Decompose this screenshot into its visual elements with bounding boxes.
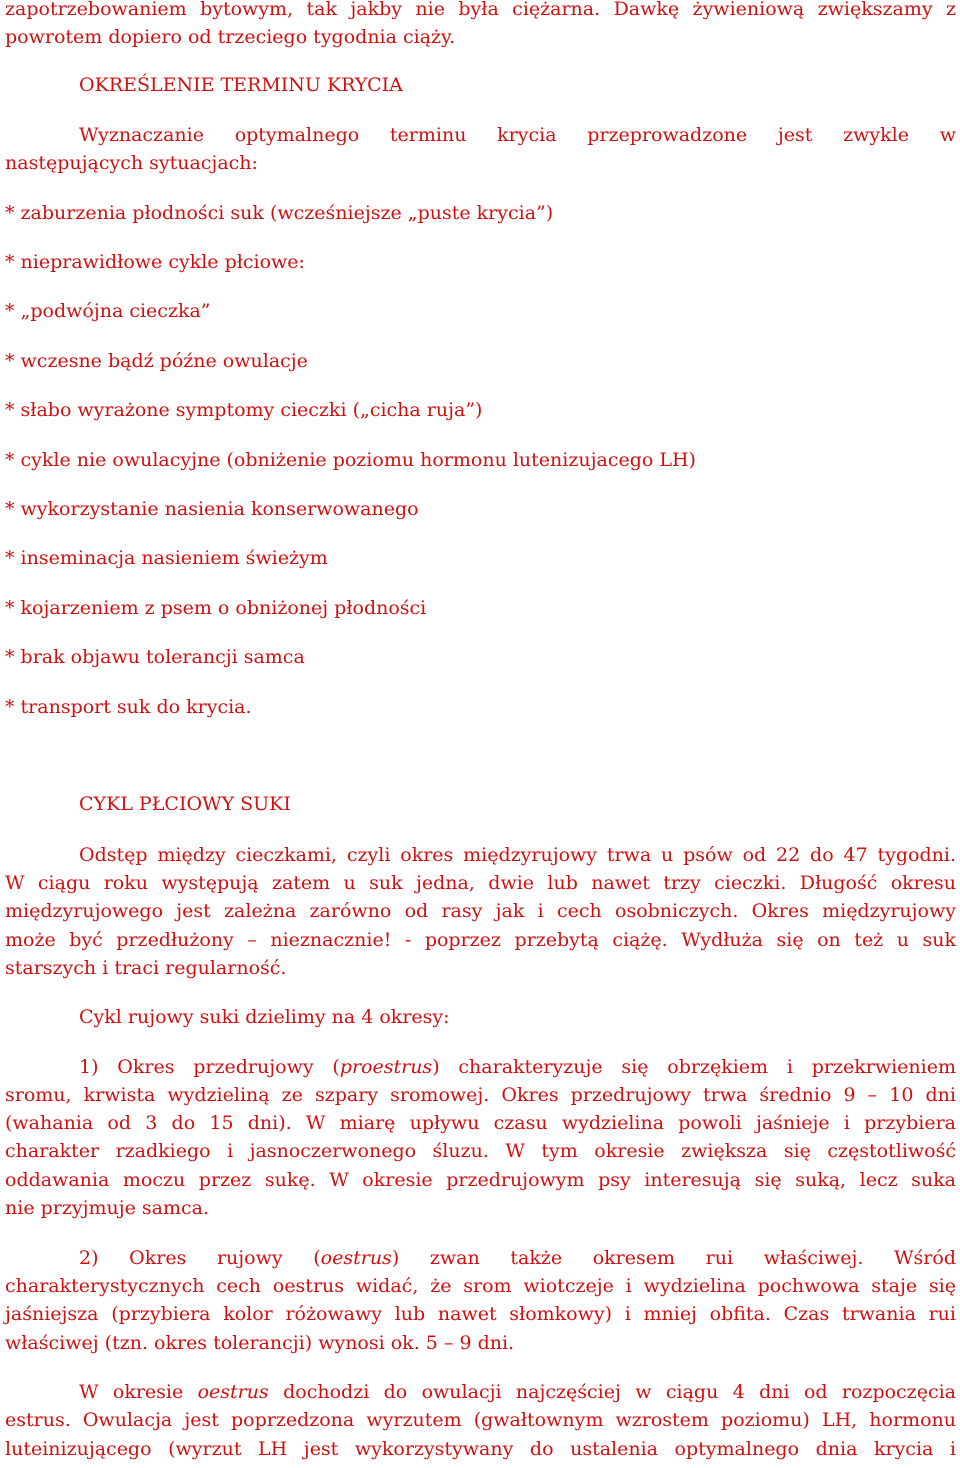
paragraph-line: oddawania moczu przez sukę. W okresie przedrujowym psy interesują się suką, lecz suka [5, 1169, 956, 1191]
paragraph-line [79, 1055, 956, 1079]
paragraph-line: estrus. Owulacja jest poprzedzona wyrzutem (gwałtownym wzrostem poziomu) LH, hormonu [5, 1409, 956, 1431]
paragraph-line: jaśniejsza (przybiera kolor różowawy lub nawet słomkowy) i mniej obfita. Czas trwania rui [5, 1303, 956, 1325]
paragraph-line: W ciągu roku występują zatem u suk jedna, dwie lub nawet trzy cieczki. Długość okresu [5, 872, 956, 894]
text-run: 1) Okres przedrujowy ( [79, 1056, 340, 1078]
intro-line-1: zapotrzebowaniem bytowym, tak jakby nie była ciężarna. Dawkę żywieniową zwiększamy z [5, 0, 956, 20]
list-item: * transport suk do krycia. [5, 696, 252, 718]
paragraph-line: może być przedłużony – nieznacznie! - poprzez przebytą ciążę. Wydłuża się on też u suk [5, 929, 956, 951]
list-item: * wykorzystanie nasienia konserwowanego [5, 498, 419, 520]
section1-intro-line-2: następujących sytuacjach: [5, 152, 258, 174]
text-run: dochodzi do owulacji najczęściej w ciągu 4 dni od rozpoczęcia [268, 1381, 956, 1403]
paragraph-line: luteinizującego (wyrzut LH jest wykorzystywany do ustalenia optymalnego dnia krycia i [5, 1438, 956, 1460]
list-item: * słabo wyrażone symptomy cieczki („cicha ruja”) [5, 399, 483, 421]
paragraph-line: Cykl rujowy suki dzielimy na 4 okresy: [79, 1006, 450, 1028]
paragraph-line: Odstęp między cieczkami, czyli okres międzyrujowy trwa u psów od 22 do 47 tygodni. [79, 844, 956, 866]
list-item: * kojarzeniem z psem o obniżonej płodności [5, 597, 427, 619]
paragraph-line: charakter rzadkiego i jasnoczerwonego śluzu. W tym okresie zwiększa się częstotliwość [5, 1140, 956, 1162]
text-run: W okresie [79, 1381, 198, 1403]
latin-term: oestrus [320, 1247, 392, 1269]
list-item: * cykle nie owulacyjne (obniżenie poziomu hormonu lutenizujacego LH) [5, 449, 696, 471]
section-heading-krycie: OKREŚLENIE TERMINU KRYCIA [79, 74, 403, 96]
paragraph-line: właściwej (tzn. okres tolerancji) wynosi ok. 5 – 9 dni. [5, 1332, 515, 1354]
list-item: * zaburzenia płodności suk (wcześniejsze „puste krycia”) [5, 202, 554, 224]
paragraph-line: międzyrujowego jest zależna zarówno od rasy jak i cech osobniczych. Okres międzyrujowy [5, 900, 956, 922]
text-run: 2) Okres rujowy ( [79, 1247, 321, 1269]
text-run: ) charakteryzuje się obrzękiem i przekrwieniem [432, 1056, 956, 1078]
paragraph-line: (wahania od 3 do 15 dni). W miarę upływu czasu wydzielina powoli jaśnieje i przybiera [5, 1112, 956, 1134]
latin-term: oestrus [197, 1381, 269, 1403]
text-run: ) zwan także okresem rui właściwej. Wśród [391, 1247, 956, 1269]
list-item: * wczesne bądź późne owulacje [5, 350, 308, 372]
intro-line-2: powrotem dopiero od trzeciego tygodnia ciąży. [5, 26, 456, 48]
section1-intro-line-1: Wyznaczanie optymalnego terminu krycia przeprowadzone jest zwykle w [79, 124, 956, 146]
paragraph-line: nie przyjmuje samca. [5, 1197, 210, 1219]
paragraph-line [79, 1246, 956, 1270]
paragraph-line: sromu, krwista wydzieliną ze szpary sromowej. Okres przedrujowy trwa średnio 9 – 10 dni [5, 1084, 956, 1106]
paragraph-line [79, 1380, 956, 1404]
paragraph-line: starszych i traci regularność. [5, 957, 287, 979]
list-item: * inseminacja nasieniem świeżym [5, 547, 328, 569]
list-item: * nieprawidłowe cykle płciowe: [5, 251, 305, 273]
latin-term: proestrus [339, 1056, 433, 1078]
list-item: * brak objawu tolerancji samca [5, 646, 305, 668]
section-heading-cykl: CYKL PŁCIOWY SUKI [79, 793, 291, 815]
paragraph-line: charakterystycznych cech oestrus widać, że srom wiotczeje i wydzielina pochwowa staje się [5, 1275, 956, 1297]
list-item: * „podwójna cieczka” [5, 300, 211, 322]
